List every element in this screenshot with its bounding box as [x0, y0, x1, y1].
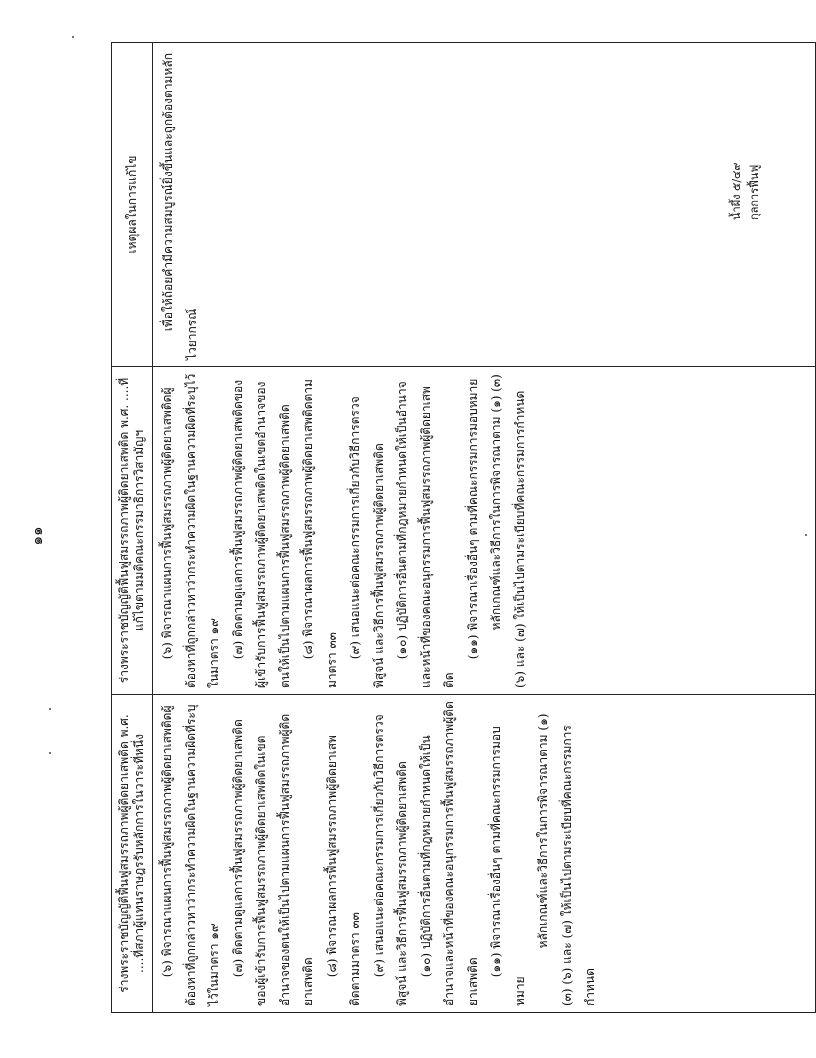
- footer-line-2: กุลการฟื้นฟู: [748, 164, 761, 220]
- header-reason: เหตุผลในการแก้ไข: [112, 43, 153, 367]
- page-number: ๑๑: [28, 526, 46, 546]
- comparison-table: [111, 42, 816, 1013]
- clause-8: (๘) พิจารณาผลการฟื้นฟูสมรรถภาพผู้ติดยาเสพติดตามมาตรา ๓๓: [301, 379, 339, 688]
- clause-10: (๑๐) ปฏิบัติการอื่นตามที่กฎหมายกำหนดให้เป็นอำนาจและหน้าที่ของคณะอนุกรรมการฟื้นฟูสมรรถภาพผู้ติดยาเสพติด: [418, 701, 480, 1006]
- footer-line-1: น้ำผึ้ง ๕/๔๙: [730, 162, 743, 220]
- header-original-draft: ร่างพระราชบัญญัติฟื้นฟูสมรรถภาพผู้ติดยาเสพติด พ.ศ. ....ที่สภาผู้แทนราษฎรรับหลักการในวาระที่หนึ่ง: [112, 695, 153, 1013]
- clause-7: (๗) ติดตามดูแลการฟื้นฟูสมรรถภาพผู้ติดยาเสพติดของผู้เข้ารับการฟื้นฟูสมรรถภาพผู้ติดยาเสพติดในเขตอำนาจของตนให้เป็นไปตามแผนการฟื้นฟูสมรรถภาพผู้ติดยาเสพติด: [230, 713, 315, 1006]
- scan-speck: [49, 752, 51, 754]
- clause-11: (๑๑) พิจารณาเรื่องอื่นๆ ตามที่คณะกรรมการมอบหมาย: [489, 726, 527, 1006]
- clause-7: (๗) ติดตามดูแลการฟื้นฟูสมรรถภาพผู้ติดยาเสพติดของผู้เข้ารับการฟื้นฟูสมรรถภาพผู้ติดยาเสพติดในเขตอำนาจของตนให้เป็นไปตามแผนการฟื้นฟูสมรรถภาพผู้ติดยาเสพติด: [230, 379, 292, 688]
- clause-9: (๙) เสนอแนะต่อคณะกรรมการเกี่ยวกับวิธีการตรวจพิสูจน์ และวิธีการฟื้นฟูสมรรถภาพผู้ติดยาเสพติด: [371, 714, 409, 1006]
- comparison-table-rotated: [111, 43, 816, 1013]
- clause-6: (๖) พิจารณาแผนการฟื้นฟูสมรรถภาพผู้ติดยาเสพติดผู้ต้องหาที่ถูกกล่าวหาว่ากระทำความผิดในฐานความผิดที่ระบุไว้ในมาตรา ๑๙: [160, 373, 221, 688]
- criteria-paragraph: หลักเกณฑ์และวิธีการในการพิจารณาตาม (๑) (๓) (๖) และ (๗) ให้เป็นไปตามระเบียบที่คณะกรรมการกำหนด: [536, 713, 597, 1006]
- original-draft-cell: [153, 695, 816, 1013]
- footer-note: [728, 80, 798, 220]
- scan-speck: [49, 708, 51, 710]
- criteria-paragraph: หลักเกณฑ์และวิธีการในการพิจารณาตาม (๑) (๓) (๖) และ (๗) ให้เป็นไปตามระเบียบที่คณะกรรมการกำหนด: [489, 374, 527, 688]
- scan-speck: [72, 36, 74, 38]
- header-amended-draft: ร่างพระราชบัญญัติฟื้นฟูสมรรถภาพผู้ติดยาเสพติด พ.ศ. ....ที่แก้ไขตามมติคณะกรรมาธิการวิสามัญฯ: [112, 367, 153, 695]
- clause-9: (๙) เสนอแนะต่อคณะกรรมการเกี่ยวกับวิธีการตรวจพิสูจน์ และวิธีการฟื้นฟูสมรรถภาพผู้ติดยาเสพติด: [348, 396, 386, 688]
- clause-11: (๑๑) พิจารณาเรื่องอื่นๆ ตามที่คณะกรรมการมอบหมาย: [465, 378, 480, 660]
- amended-draft-cell: [153, 367, 816, 695]
- clause-10: (๑๐) ปฏิบัติการอื่นตามที่กฎหมายกำหนดให้เป็นอำนาจและหน้าที่ของคณะอนุกรรมการฟื้นฟูสมรรถภาพผู้ติดยาเสพติด: [395, 381, 456, 688]
- clause-8: (๘) พิจารณาผลการฟื้นฟูสมรรถภาพผู้ติดยาเสพติดตามมาตรา ๓๓: [324, 735, 362, 1006]
- reason-cell: [153, 43, 816, 367]
- clause-6: (๖) พิจารณาแผนการฟื้นฟูสมรรถภาพผู้ติดยาเสพติดผู้ต้องหาที่ถูกกล่าวหาว่ากระทำความผิดในฐานความผิดที่ระบุไว้ในมาตรา ๑๙: [160, 704, 221, 1006]
- reason-text: เพื่อให้ถ้อยคำมีความสมบูรณ์ยิ่งขึ้นและถูกต้องตามหลักไวยากรณ์: [161, 53, 199, 360]
